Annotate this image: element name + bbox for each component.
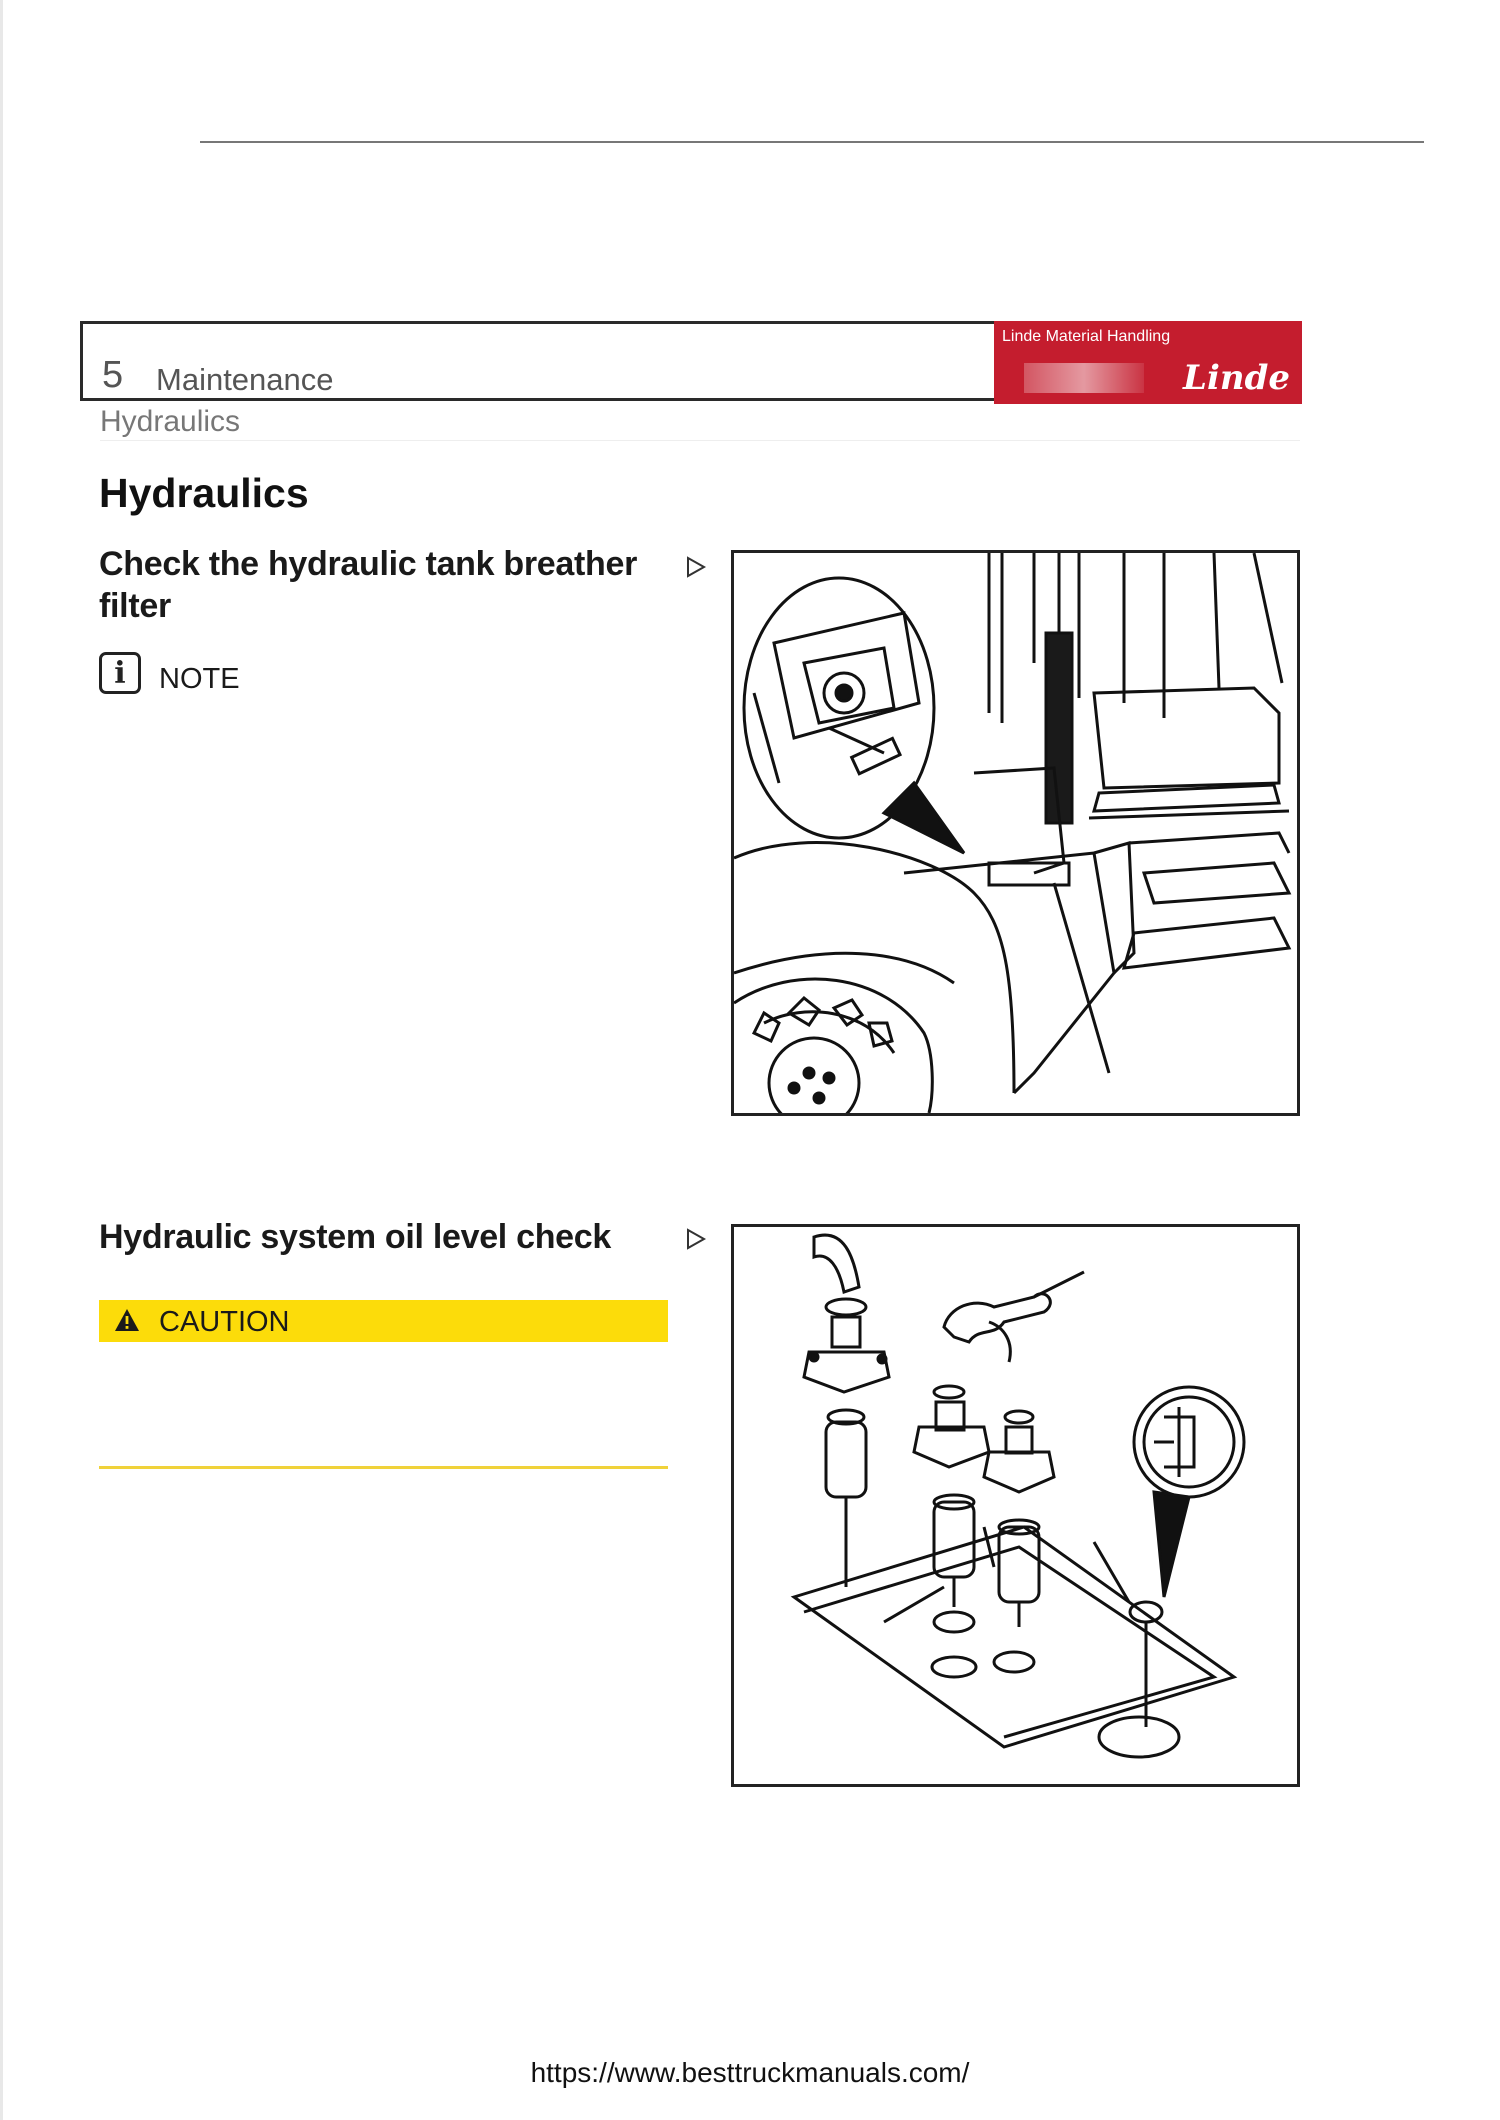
chapter-title: Maintenance bbox=[156, 362, 334, 397]
warning-triangle-icon bbox=[113, 1307, 141, 1333]
topic-heading-oil-level: Hydraulic system oil level check bbox=[99, 1218, 612, 1256]
caution-banner bbox=[99, 1300, 668, 1342]
brand-subtitle: Linde Material Handling bbox=[1002, 328, 1171, 345]
triangle-right-icon bbox=[685, 1227, 707, 1251]
note-label: NOTE bbox=[159, 663, 240, 695]
page-edge bbox=[0, 0, 3, 2120]
footer-url[interactable]: https://www.besttruckmanuals.com/ bbox=[530, 2057, 970, 2088]
oil-filters-illustration bbox=[734, 1227, 1297, 1784]
brand-logo-block bbox=[994, 321, 1302, 404]
info-icon: i bbox=[99, 652, 141, 694]
caution-end-rule bbox=[99, 1466, 668, 1469]
chapter-header bbox=[80, 321, 1302, 401]
breather-filter-figure bbox=[731, 550, 1300, 1116]
breather-filter-illustration bbox=[734, 553, 1297, 1113]
topic-heading-breather-filter: Check the hydraulic tank breather filter bbox=[99, 545, 638, 625]
section-subheading: Hydraulics bbox=[100, 405, 241, 438]
triangle-right-icon bbox=[685, 555, 707, 579]
section-title: Hydraulics bbox=[99, 470, 309, 516]
oil-level-figure bbox=[731, 1224, 1300, 1787]
caution-label: CAUTION bbox=[159, 1306, 290, 1338]
divider bbox=[100, 440, 1300, 441]
chapter-number: 5 bbox=[102, 354, 124, 396]
brand-logo: Linde bbox=[1183, 358, 1290, 398]
top-rule bbox=[200, 141, 1424, 143]
